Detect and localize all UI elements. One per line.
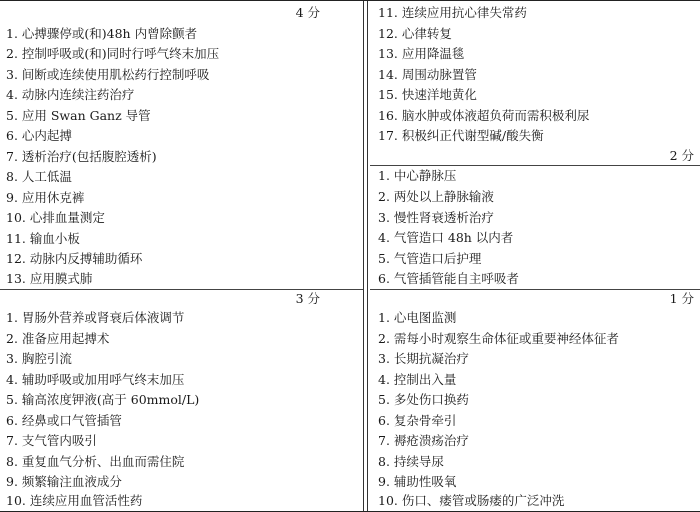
- right-column: [370, 1, 700, 511]
- list-item: 5. 应用 Swan Ganz 导管: [6, 107, 151, 123]
- list-item: 10. 连续应用血管活性药: [6, 493, 143, 508]
- list-item: 11. 连续应用抗心律失常药: [378, 5, 527, 20]
- list-item: 4. 气管造口 48h 以内者: [378, 230, 514, 245]
- list-item: 15. 快速洋地黄化: [378, 87, 477, 102]
- list-item: 5. 气管造口后护理: [378, 250, 482, 266]
- list-item: 1. 心搏骤停或(和)48h 内曾除颤者: [6, 25, 198, 41]
- column-divider: [367, 1, 368, 511]
- list-item: 16. 脑水肿或体液超负荷而需积极利尿: [378, 107, 590, 123]
- list-item: 5. 多处伤口换药: [378, 392, 469, 407]
- list-item: 9. 应用休克裤: [6, 189, 85, 205]
- list-item: 8. 重复血气分析、出血而需住院: [6, 453, 185, 469]
- section-heading-2: 2 分: [669, 148, 694, 163]
- list-item: 3. 慢性肾衰透析治疗: [378, 209, 494, 225]
- list-item: 6. 心内起搏: [6, 128, 72, 143]
- list-item: 4. 控制出入量: [378, 371, 457, 387]
- list-item: 3. 长期抗凝治疗: [378, 351, 469, 366]
- list-item: 12. 心律转复: [378, 25, 452, 41]
- list-item: 2. 需每小时观察生命体征或重要神经体征者: [378, 330, 619, 346]
- list-item: 6. 经鼻或口气管插管: [6, 412, 122, 428]
- list-item: 3. 胸腔引流: [6, 351, 72, 366]
- list-item: 10. 伤口、瘘管或肠瘘的广泛冲洗: [378, 493, 565, 508]
- list-item: 7. 支气管内吸引: [6, 433, 97, 448]
- list-item: 10. 心排血量测定: [6, 210, 105, 225]
- list-item: 1. 胃肠外营养或肾衰后体液调节: [6, 310, 185, 325]
- list-item: 12. 动脉内反搏辅助循环: [6, 251, 143, 266]
- list-item: 4. 动脉内连续注药治疗: [6, 87, 135, 102]
- left-column: [0, 1, 364, 511]
- list-item: 1. 中心静脉压: [378, 168, 457, 183]
- list-item: 3. 间断或连续使用肌松药行控制呼吸: [6, 66, 210, 82]
- list-item: 8. 持续导尿: [378, 453, 444, 469]
- list-item: 1. 心电图监测: [378, 310, 457, 325]
- list-item: 9. 辅助性吸氧: [378, 474, 457, 489]
- list-item: 6. 气管插管能自主呼吸者: [378, 271, 519, 286]
- list-item: 7. 褥疮溃疡治疗: [378, 433, 469, 448]
- list-item: 6. 复杂骨牵引: [378, 412, 457, 428]
- list-item: 9. 频繁输注血液成分: [6, 474, 122, 489]
- list-item: 7. 透析治疗(包括腹腔透析): [6, 148, 157, 164]
- list-item: 13. 应用降温毯: [378, 46, 465, 61]
- section-heading-3: 3 分: [295, 291, 320, 306]
- list-item: 2. 两处以上静脉输液: [378, 189, 494, 204]
- section-heading-4: 4 分: [295, 5, 320, 20]
- list-item: 14. 周围动脉置管: [378, 66, 477, 82]
- list-item: 2. 控制呼吸或(和)同时行呼气终末加压: [6, 46, 220, 61]
- list-item: 8. 人工低温: [6, 169, 72, 184]
- list-item: 13. 应用膜式肺: [6, 271, 93, 286]
- list-item: 17. 积极纠正代谢型碱/酸失衡: [378, 128, 544, 143]
- section-heading-1: 1 分: [669, 291, 694, 306]
- list-item: 2. 准备应用起搏术: [6, 330, 110, 346]
- list-item: 4. 辅助呼吸或加用呼气终末加压: [6, 371, 185, 387]
- list-item: 5. 输高浓度钾液(高于 60mmol/L): [6, 392, 200, 407]
- list-item: 11. 输血小板: [6, 230, 80, 246]
